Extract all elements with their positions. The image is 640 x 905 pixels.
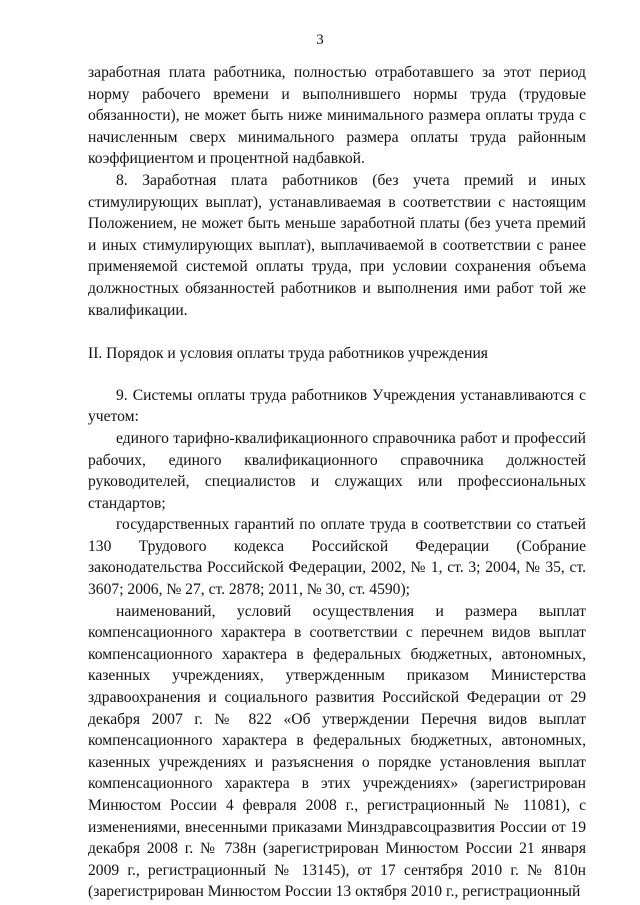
paragraph-9-item-2: государственных гарантий по оплате труда в соответствии со статьей 130 Трудового кодекса Российской Федерации (Собрание законодательства Российской Федерации, 2002, № 1, ст. 3; 2004, № 35, ст. 3607; 2006, № 27, ст. 2878; 2011, № 30, ст. 4590);	[88, 516, 586, 599]
section-heading: II. Порядок и условия оплаты труда работников учреждения	[88, 345, 488, 363]
paragraph-continuation: заработная плата работника, полностью отработавшего за этот период норму рабочего времени и выполнившего нормы труда (трудовые обязанности), не может быть ниже минимального размера оплаты труда с начисленным сверх минимального размера оплаты труда районным коэффициентом и процентной надбавкой.	[88, 64, 586, 168]
paragraph-9-item-1: единого тарифно-квалификационного справочника работ и профессий рабочих, единого квалификационного справочника должностей руководителей, специалистов и служащих или профессиональных стандартов;	[88, 429, 586, 512]
document-body	[88, 62, 586, 903]
paragraph-9: 9. Системы оплаты труда работников Учреждения устанавливаются с учетом:	[88, 386, 586, 426]
paragraph-9-item-3: наименований, условий осуществления и размера выплат компенсационного характера в соответствии с перечнем видов выплат компенсационного характера в федеральных бюджетных, автономных, казенных учреждениях, утвержденным приказом Министерства здравоохранения и социального развития Российской Федерации от 29 декабря 2007 г. № 822 «Об утверждении Перечня видов выплат компенсационного характера в федеральных бюджетных, автономных, казенных учреждениях и разъяснения о порядке установления выплат компенсационного характера в этих учреждениях» (зарегистрирован Минюстом России 4 февраля 2008 г., регистрационный № 11081), с изменениями, внесенными приказами Минздравсоцразвития России от 19 декабря 2008 г. № 738н (зарегистрирован Минюстом России 21 января 2009 г., регистрационный № 13145), от 17 сентября 2010 г. № 810н (зарегистрирован Минюстом России 13 октября 2010 г., регистрационный	[88, 602, 586, 901]
paragraph-8: 8. Заработная плата работников (без учета премий и иных стимулирующих выплат), устанавливаемая в соответствии с настоящим Положением, не может быть меньше заработной платы (без учета премий и иных стимулирующих выплат), выплачиваемой в соответствии с ранее применяемой системой оплаты труда, при условии сохранения объема должностных обязанностей работников и выполнения ими работ той же квалификации.	[88, 171, 586, 319]
page-number: 3	[316, 32, 324, 48]
